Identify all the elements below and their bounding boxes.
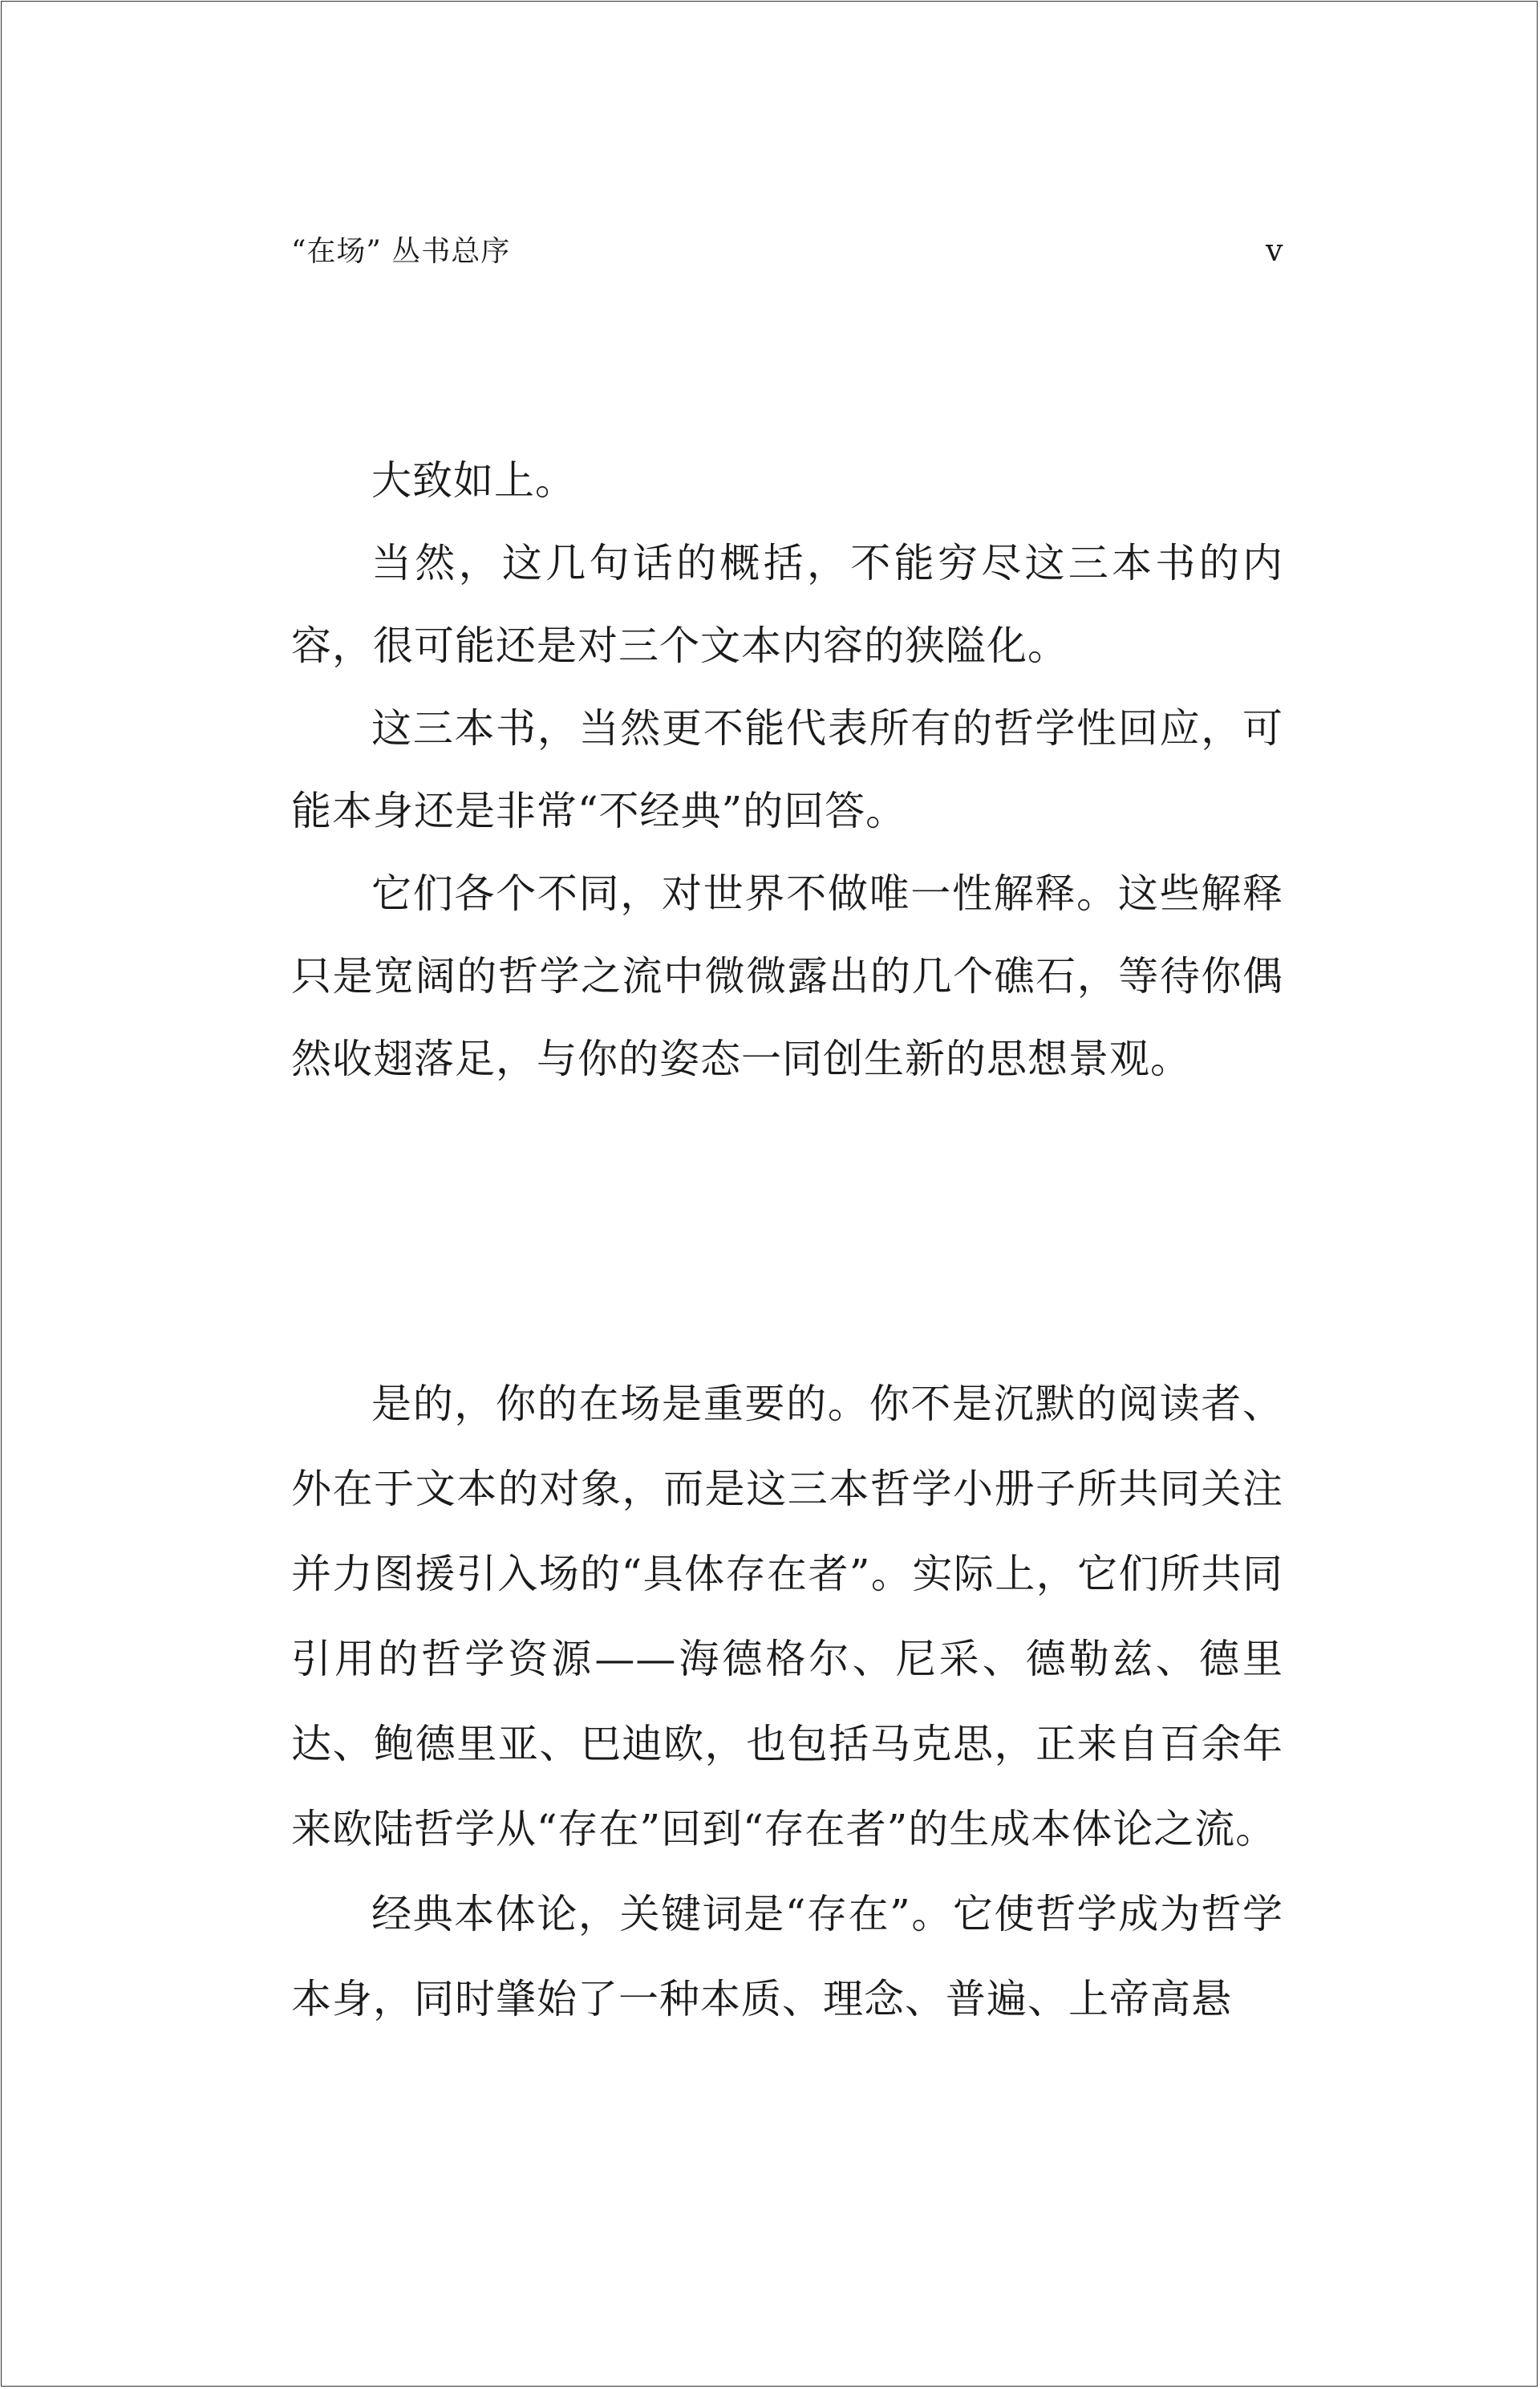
paragraph: 是的，你的在场是重要的。你不是沉默的阅读者、外在于文本的对象，而是这三本哲学小册子所共同关注并力图援引入场的“具体存在者”。实际上，它们所共同引用的哲学资源——海德格尔、尼采、德勒兹、德里达、鲍德里亚、巴迪欧，也包括马克思，正来自百余年来欧陆哲学从“存在”回到“存在者”的生成本体论之流。 [291, 1381, 1283, 1852]
paragraph: 经典本体论，关键词是“存在”。它使哲学成为哲学本身，同时肇始了一种本质、理念、普遍、上帝高悬 [291, 1891, 1283, 2022]
paragraph: 它们各个不同，对世界不做唯一性解释。这些解释只是宽阔的哲学之流中微微露出的几个礁石，等待你偶然收翅落足，与你的姿态一同创生新的思想景观。 [291, 870, 1283, 1082]
paragraph: 这三本书，当然更不能代表所有的哲学性回应，可能本身还是非常“不经典”的回答。 [291, 705, 1283, 834]
body-section-1 [291, 440, 1283, 1101]
paragraph: 当然，这几句话的概括，不能穷尽这三本书的内容，很可能还是对三个文本内容的狭隘化。 [291, 540, 1283, 669]
paragraph: 大致如上。 [371, 457, 576, 504]
running-title: “在场” 丛书总序 [291, 235, 511, 268]
page-number: v [1266, 233, 1283, 268]
body-section-2 [291, 1361, 1283, 2042]
